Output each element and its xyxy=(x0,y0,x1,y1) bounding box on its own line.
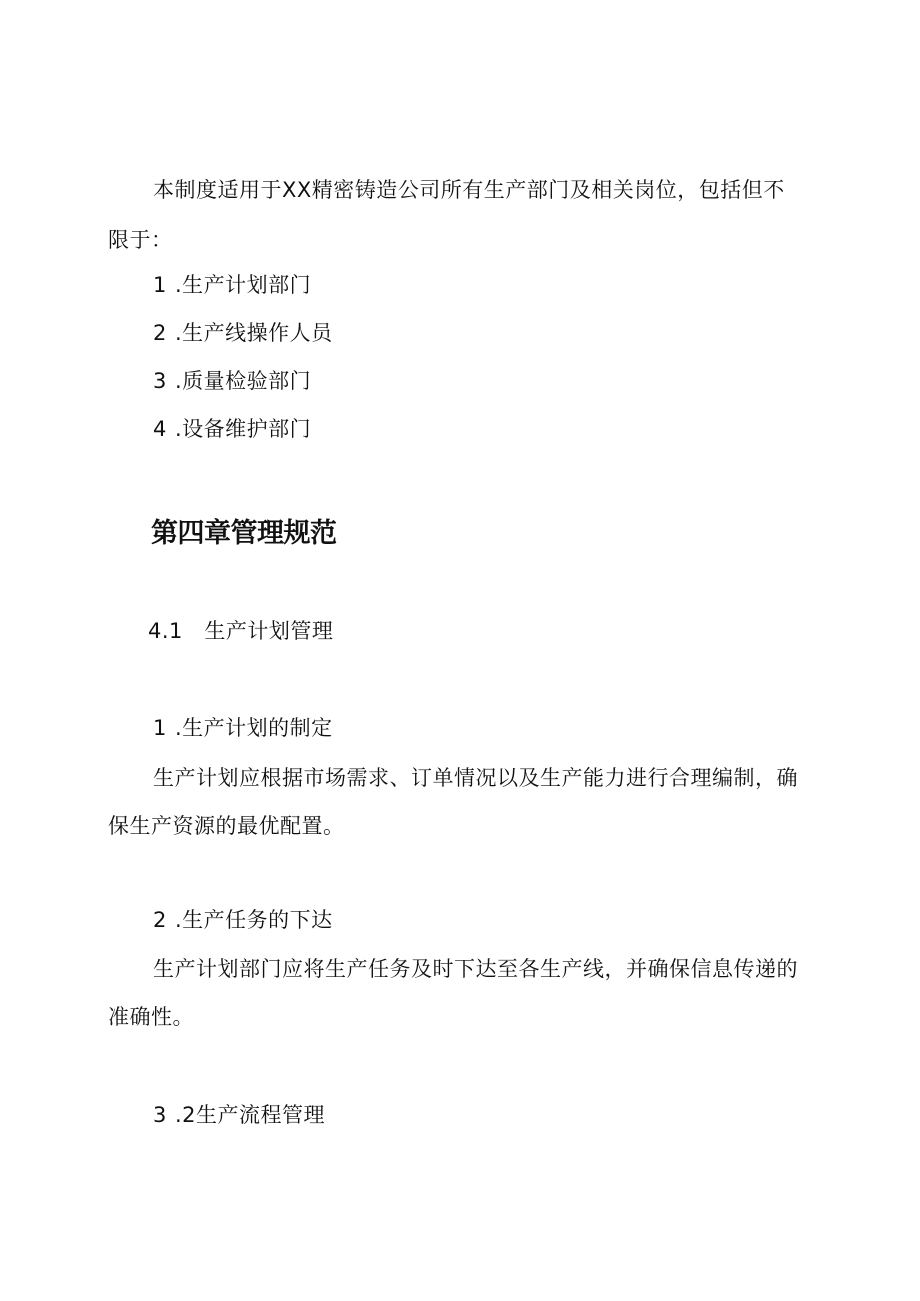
section-4-1-title: 4.1 生产计划管理 xyxy=(148,619,334,643)
intro-line-2: 限于： xyxy=(108,228,173,252)
list-number: 2 xyxy=(153,908,167,932)
item-1-body-line-2: 保生产资源的最优配置。 xyxy=(108,814,345,838)
item-2-title xyxy=(153,906,333,934)
list-number: 1 xyxy=(153,716,167,740)
department-item xyxy=(153,367,311,395)
list-number: 4 xyxy=(153,417,167,441)
list-text: .生产计划的制定 xyxy=(175,716,333,740)
list-text: .生产线操作人员 xyxy=(175,321,333,345)
chapter-title: 第四章管理规范 xyxy=(151,518,337,549)
item-1-body-line-1: 生产计划应根据市场需求、订单情况以及生产能力进行合理编制，确 xyxy=(153,766,798,790)
list-text: .2生产流程管理 xyxy=(175,1103,326,1127)
list-text: .生产任务的下达 xyxy=(175,908,333,932)
list-number: 1 xyxy=(153,273,167,297)
list-number: 2 xyxy=(153,321,167,345)
list-text: .质量检验部门 xyxy=(175,369,312,393)
department-item xyxy=(153,271,311,299)
list-number: 3 xyxy=(153,369,167,393)
item-1-title xyxy=(153,714,333,742)
item-2-body-line-2: 准确性。 xyxy=(108,1005,194,1029)
department-item xyxy=(153,415,311,443)
section-4-2-title xyxy=(153,1101,325,1129)
list-text: .生产计划部门 xyxy=(175,273,312,297)
list-text: .设备维护部门 xyxy=(175,417,312,441)
item-2-body-line-1: 生产计划部门应将生产任务及时下达至各生产线，并确保信息传递的 xyxy=(153,957,798,981)
department-item xyxy=(153,319,333,347)
intro-line-1: 本制度适用于XX精密铸造公司所有生产部门及相关岗位，包括但不 xyxy=(153,178,785,202)
list-number: 3 xyxy=(153,1103,167,1127)
